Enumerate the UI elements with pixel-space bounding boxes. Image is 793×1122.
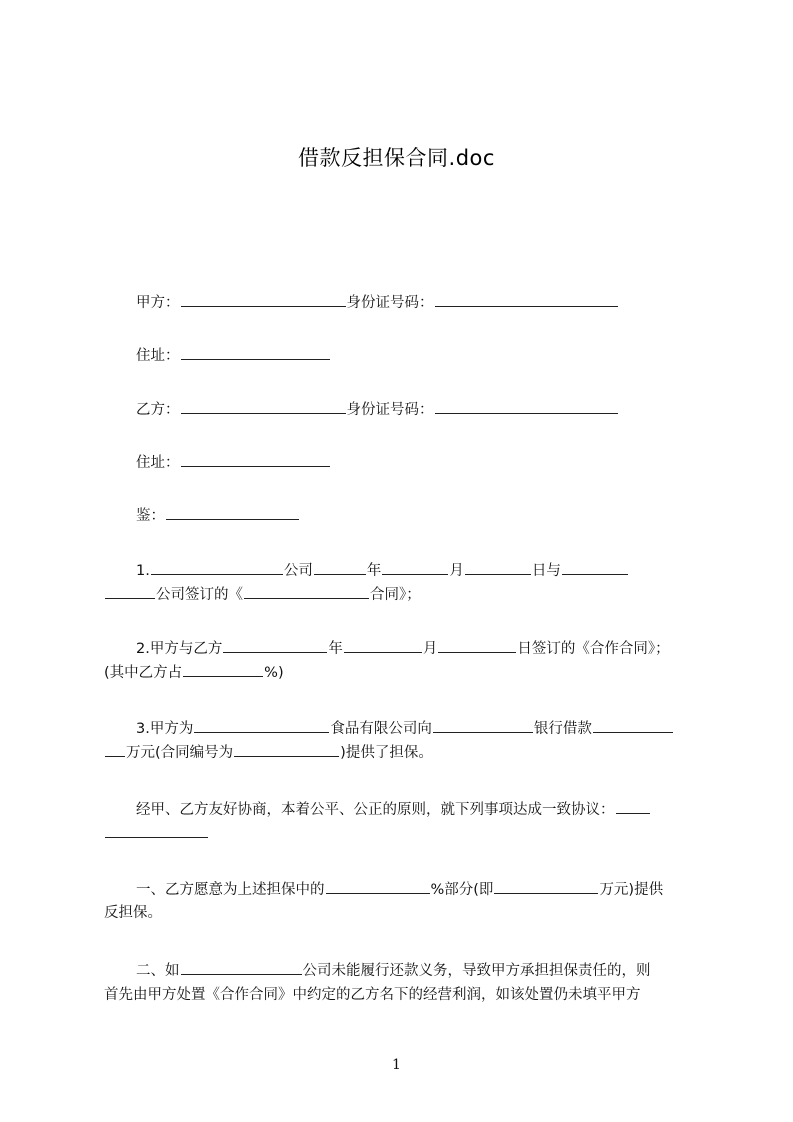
page-number: 1 (392, 1057, 401, 1073)
article-1-text-end: 反担保。 (104, 905, 162, 921)
clause-3-amount-blank-start[interactable] (593, 718, 673, 733)
party-b-address-blank[interactable] (181, 452, 330, 467)
clause-1-year-blank[interactable] (314, 560, 366, 575)
party-b-name-blank[interactable] (181, 399, 346, 414)
agreement-line-1 (136, 799, 651, 820)
article-1-wan-provide-label: 万元)提供 (599, 882, 664, 898)
clause-3-bank-loan-label: 银行借款 (533, 721, 592, 737)
clause-1-month-label: 月 (449, 563, 464, 579)
clause-2-text: 2.甲方与乙方 (136, 641, 223, 657)
clause-3-food-co-label: 食品有限公司向 (330, 721, 432, 737)
party-a-name-blank[interactable] (181, 292, 346, 307)
witness-label: 鉴： (136, 508, 165, 524)
clause-3-wan-yuan-label: 万元(合同编号为 (126, 745, 234, 761)
agreement-blank-end[interactable] (105, 823, 208, 838)
clause-1-company-b-blank-end[interactable] (105, 584, 155, 599)
article-2-company-blank[interactable] (181, 960, 302, 975)
party-a-line (136, 292, 619, 313)
agreement-line-2 (104, 823, 209, 844)
clause-1-contract-end: 合同》； (370, 587, 421, 603)
clause-1-number: 1. (136, 563, 150, 579)
article-1-line-2 (104, 903, 162, 923)
article-1-percent-label: %部分(即 (430, 882, 494, 898)
clause-3-amount-blank-end[interactable] (105, 742, 125, 757)
clause-1-day-with-label: 日与 (531, 563, 561, 579)
clause-1-line-1 (136, 560, 629, 581)
article-2-text-c: 首先由甲方处置《合作合同》中约定的乙方名下的经营利润，如该处置仍未填平甲方 (104, 987, 641, 1003)
clause-1-company-a-blank[interactable] (151, 560, 283, 575)
clause-1-company-b-blank-start[interactable] (562, 560, 628, 575)
document-title: 借款反担保合同.doc (298, 146, 495, 170)
party-b-line (136, 399, 619, 420)
clause-2-signed-label: 日签订的《合作合同》； (517, 641, 670, 657)
agreement-text: 经甲、乙方友好协商，本着公平、公正的原则，就下列事项达成一致协议： (136, 802, 615, 818)
party-b-address-line (136, 452, 331, 473)
clause-3-contract-number-blank[interactable] (234, 742, 339, 757)
clause-2-year-label: 年 (328, 641, 343, 657)
party-b-label: 乙方： (136, 402, 180, 418)
article-2-line-1 (136, 960, 651, 981)
clause-2-line-1 (136, 638, 670, 659)
article-1-text: 一、乙方愿意为上述担保中的 (136, 882, 325, 898)
article-1-percent-blank[interactable] (326, 879, 430, 894)
clause-1-month-blank[interactable] (382, 560, 448, 575)
party-a-id-blank[interactable] (435, 292, 618, 307)
clause-2-share-open: (其中乙方占 (104, 665, 183, 681)
clause-3-text: 3.甲方为 (136, 721, 194, 737)
clause-2-month-blank[interactable] (344, 638, 422, 653)
party-a-id-label: 身份证号码： (346, 295, 434, 311)
clause-3-line-1 (136, 718, 674, 739)
clause-1-line-2 (104, 584, 421, 605)
clause-2-day-blank[interactable] (438, 638, 516, 653)
clause-2-share-close: %) (264, 665, 284, 681)
clause-1-contract-name-blank[interactable] (244, 584, 369, 599)
clause-1-day-blank[interactable] (465, 560, 531, 575)
agreement-blank-start[interactable] (616, 799, 650, 814)
clause-2-month-label: 月 (422, 641, 438, 657)
party-b-id-blank[interactable] (435, 399, 618, 414)
article-2-text-b: 公司未能履行还款义务，导致甲方承担担保责任的，则 (302, 963, 651, 979)
party-a-address-line (136, 345, 331, 366)
article-2-line-2 (104, 985, 641, 1005)
clause-2-share-blank[interactable] (183, 662, 263, 677)
clause-3-guarantee-label: )提供了担保。 (340, 745, 433, 761)
article-1-amount-blank[interactable] (494, 879, 598, 894)
party-a-address-blank[interactable] (181, 345, 330, 360)
party-a-address-label: 住址： (136, 348, 180, 364)
clause-3-company-blank[interactable] (194, 718, 329, 733)
clause-1-year-label: 年 (366, 563, 382, 579)
clause-3-bank-blank[interactable] (433, 718, 533, 733)
party-b-address-label: 住址： (136, 455, 180, 471)
witness-blank[interactable] (166, 505, 299, 520)
clause-2-year-blank[interactable] (223, 638, 327, 653)
witness-line (136, 505, 300, 526)
article-2-text: 二、如 (136, 963, 180, 979)
clause-3-line-2 (104, 742, 433, 763)
clause-1-signed-label: 公司签订的《 (156, 587, 243, 603)
clause-1-company-label: 公司 (283, 563, 313, 579)
article-1-line-1 (136, 879, 663, 900)
clause-2-line-2 (104, 662, 284, 683)
party-a-label: 甲方： (136, 295, 180, 311)
party-b-id-label: 身份证号码： (346, 402, 434, 418)
